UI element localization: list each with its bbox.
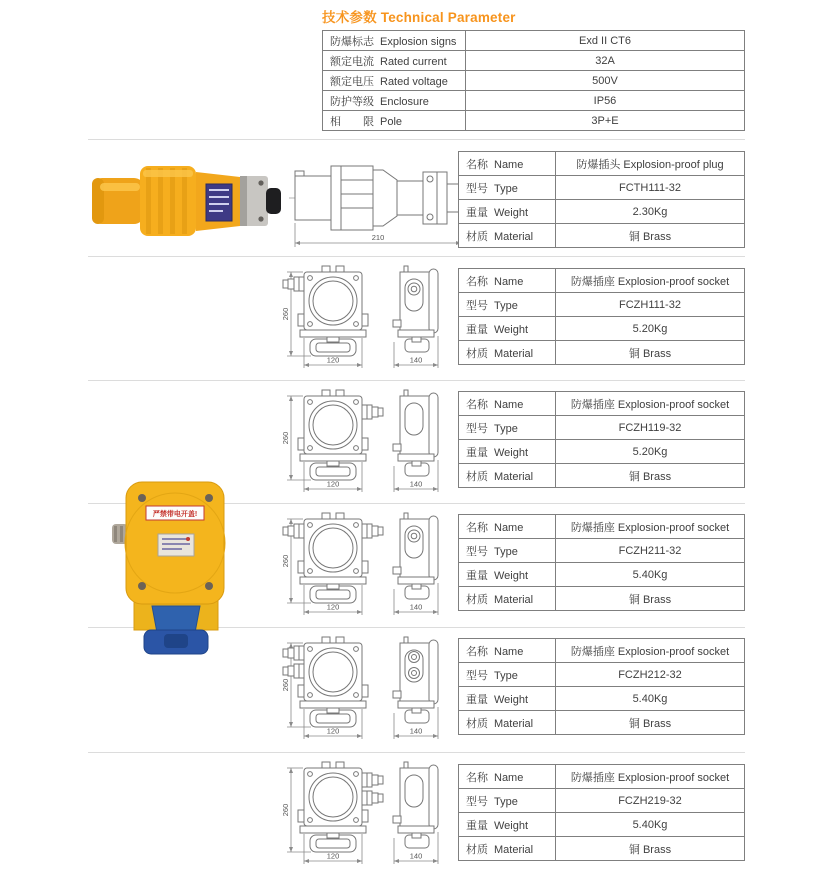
param-label-en: Explosion signs [380,35,457,48]
spec-label-zh: 名称 [466,158,488,171]
table-row [459,293,745,317]
drawing-socket-fczh111 [266,258,456,380]
param-label-zh: 额定电流 [330,55,374,68]
spec-table-fczh111-32 [458,268,745,365]
spec-label-zh: 材质 [466,230,488,243]
spec-table-fczh211-32 [458,514,745,611]
spec-label [459,152,556,176]
front-view [287,762,383,864]
param-label [323,91,466,111]
side-view [393,266,438,368]
table-row [459,269,745,293]
spec-value: 铜 Brass [556,711,745,735]
spec-label-zh: 名称 [466,398,488,411]
spec-value: 5.40Kg [556,813,745,837]
spec-label [459,176,556,200]
front-view [283,513,383,615]
spec-label-zh: 名称 [466,275,488,288]
spec-label-en: Name [494,275,524,288]
section-divider [88,380,745,381]
table-row [323,91,745,111]
spec-label [459,269,556,293]
param-value: 3P+E [466,111,745,131]
spec-label-en: Name [494,771,524,784]
spec-value: FCZH119-32 [556,416,745,440]
spec-label [459,563,556,587]
dimension-width: 120 [326,851,340,861]
param-value: 32A [466,51,745,71]
plug-drawing [283,150,463,255]
spec-label-en: Type [494,545,518,558]
spec-label-en: Name [494,645,524,658]
spec-label-zh: 材质 [466,347,488,360]
plug-tip [266,188,281,214]
spec-label-en: Weight [494,693,529,706]
table-row [459,515,745,539]
spec-value: 铜 Brass [556,341,745,365]
table-row [459,224,745,248]
spec-value: 铜 Brass [556,587,745,611]
spec-value: FCZH219-32 [556,789,745,813]
spec-label [459,341,556,365]
spec-label-en: Type [494,182,518,195]
dimension-height: 260 [281,307,290,321]
spec-label-zh: 重量 [466,446,488,459]
spec-value: FCZH212-32 [556,663,745,687]
spec-value: 铜 Brass [556,464,745,488]
spec-label-zh: 材质 [466,843,488,856]
spec-label-zh: 名称 [466,771,488,784]
spec-value: 防爆插座 Explosion-proof socket [556,392,745,416]
param-label-en: Pole [380,115,403,128]
spec-label-en: Material [494,347,534,360]
spec-value: 5.20Kg [556,317,745,341]
dimension-width: 120 [326,602,340,612]
spec-label-en: Weight [494,819,529,832]
table-row [459,563,745,587]
spec-label-en: Weight [494,206,529,219]
table-row [459,587,745,611]
spec-label [459,200,556,224]
spec-value: FCTH111-32 [556,176,745,200]
spec-value: 铜 Brass [556,224,745,248]
spec-value: 5.20Kg [556,440,745,464]
table-row [459,813,745,837]
spec-label [459,711,556,735]
side-view [393,637,438,739]
drawing-socket-fczh119 [266,382,456,504]
spec-label-zh: 材质 [466,470,488,483]
table-row [459,639,745,663]
spec-label-en: Type [494,669,518,682]
spec-label [459,515,556,539]
param-label [323,71,466,91]
spec-label-en: Type [494,422,518,435]
spec-label-en: Material [494,230,534,243]
side-view [393,390,438,492]
param-label-en: Rated voltage [380,75,448,88]
spec-label [459,765,556,789]
dimension-height: 260 [281,431,290,445]
table-row [323,111,745,131]
tech-param-table [322,30,745,131]
section-divider [88,752,745,753]
spec-label [459,464,556,488]
spec-label-zh: 重量 [466,693,488,706]
spec-label [459,224,556,248]
dimension-width: 120 [326,726,340,736]
side-view [393,513,438,615]
front-view [283,266,368,368]
dimension-height: 260 [281,678,290,692]
param-label-en: Enclosure [380,95,429,108]
spec-value: 防爆插座 Explosion-proof socket [556,765,745,789]
param-label [323,51,466,71]
spec-value: 5.40Kg [556,687,745,711]
param-label [323,111,466,131]
table-row [459,765,745,789]
drawing-socket-fczh212 [266,629,456,751]
spec-value: 铜 Brass [556,837,745,861]
spec-value: 防爆插头 Explosion-proof plug [556,152,745,176]
spec-label [459,416,556,440]
plug-photo [88,150,283,250]
table-row [459,464,745,488]
table-row [323,31,745,51]
spec-value: 防爆插座 Explosion-proof socket [556,639,745,663]
spec-label [459,813,556,837]
spec-label-zh: 型号 [466,795,488,808]
table-row [323,51,745,71]
param-label-zh: 防爆标志 [330,35,374,48]
dimension-width: 120 [326,355,340,365]
spec-label [459,293,556,317]
table-row [459,837,745,861]
param-label-zh: 额定电压 [330,75,374,88]
spec-table-fczh212-32 [458,638,745,735]
spec-label-en: Type [494,795,518,808]
spec-label [459,440,556,464]
spec-value: FCZH211-32 [556,539,745,563]
table-row [459,392,745,416]
page-title: 技术参数 Technical Parameter [322,10,516,25]
dimension-length: 210 [371,233,385,242]
spec-label [459,663,556,687]
spec-label-en: Material [494,470,534,483]
spec-label-zh: 型号 [466,299,488,312]
dimension-depth: 140 [409,355,423,365]
dimension-height: 260 [281,554,290,568]
spec-label-en: Name [494,158,524,171]
spec-label-zh: 材质 [466,717,488,730]
spec-table-fcth111-32 [458,151,745,248]
dimension-depth: 140 [409,479,423,489]
dimension-depth: 140 [409,851,423,861]
warning-label-text: 严禁带电开盖! [152,511,198,518]
spec-table-fczh219-32 [458,764,745,861]
spec-label-zh: 型号 [466,545,488,558]
spec-label-zh: 重量 [466,819,488,832]
spec-value: 防爆插座 Explosion-proof socket [556,515,745,539]
spec-value: 防爆插座 Explosion-proof socket [556,269,745,293]
spec-label [459,837,556,861]
spec-label-zh: 重量 [466,569,488,582]
table-row [459,789,745,813]
spec-label-en: Material [494,717,534,730]
spec-label-zh: 型号 [466,422,488,435]
spec-label-en: Type [494,299,518,312]
front-view [287,390,383,492]
param-label-zh: 防护等级 [330,95,374,108]
section-divider [88,256,745,257]
table-row [459,200,745,224]
spec-label [459,789,556,813]
spec-label-en: Name [494,398,524,411]
spec-label-zh: 型号 [466,182,488,195]
dimension-height: 260 [281,803,290,817]
spec-value: 5.40Kg [556,563,745,587]
dimension-width: 120 [326,479,340,489]
spec-label-zh: 型号 [466,669,488,682]
spec-label-en: Name [494,521,524,534]
side-view [393,762,438,864]
table-row [459,663,745,687]
spec-value: 2.30Kg [556,200,745,224]
spec-label-zh: 材质 [466,593,488,606]
table-row [459,152,745,176]
spec-value: FCZH111-32 [556,293,745,317]
spec-label [459,317,556,341]
spec-label-en: Material [494,593,534,606]
spec-label-zh: 重量 [466,206,488,219]
spec-label [459,587,556,611]
spec-label-zh: 名称 [466,645,488,658]
table-row [459,176,745,200]
param-label-en: Rated current [380,55,447,68]
spec-label-en: Weight [494,323,529,336]
spec-label-zh: 重量 [466,323,488,336]
spec-label-en: Weight [494,569,529,582]
spec-label [459,539,556,563]
front-view [283,637,368,739]
table-row [459,317,745,341]
drawing-socket-fczh211 [266,505,456,627]
param-value: Exd II CT6 [466,31,745,51]
dimension-depth: 140 [409,726,423,736]
dimension-depth: 140 [409,602,423,612]
spec-label-en: Weight [494,446,529,459]
param-label [323,31,466,51]
table-row [459,341,745,365]
table-row [459,687,745,711]
table-row [459,416,745,440]
spec-label [459,687,556,711]
spec-table-fczh119-32 [458,391,745,488]
spec-label-en: Material [494,843,534,856]
param-value: IP56 [466,91,745,111]
table-row [323,71,745,91]
socket-photo [112,470,237,665]
spec-label [459,639,556,663]
table-row [459,440,745,464]
table-row [459,711,745,735]
table-row [459,539,745,563]
param-value: 500V [466,71,745,91]
spec-label [459,392,556,416]
spec-label-zh: 名称 [466,521,488,534]
drawing-socket-fczh219 [266,754,456,876]
section-divider [88,139,745,140]
param-label-zh: 相 限 [330,115,374,128]
